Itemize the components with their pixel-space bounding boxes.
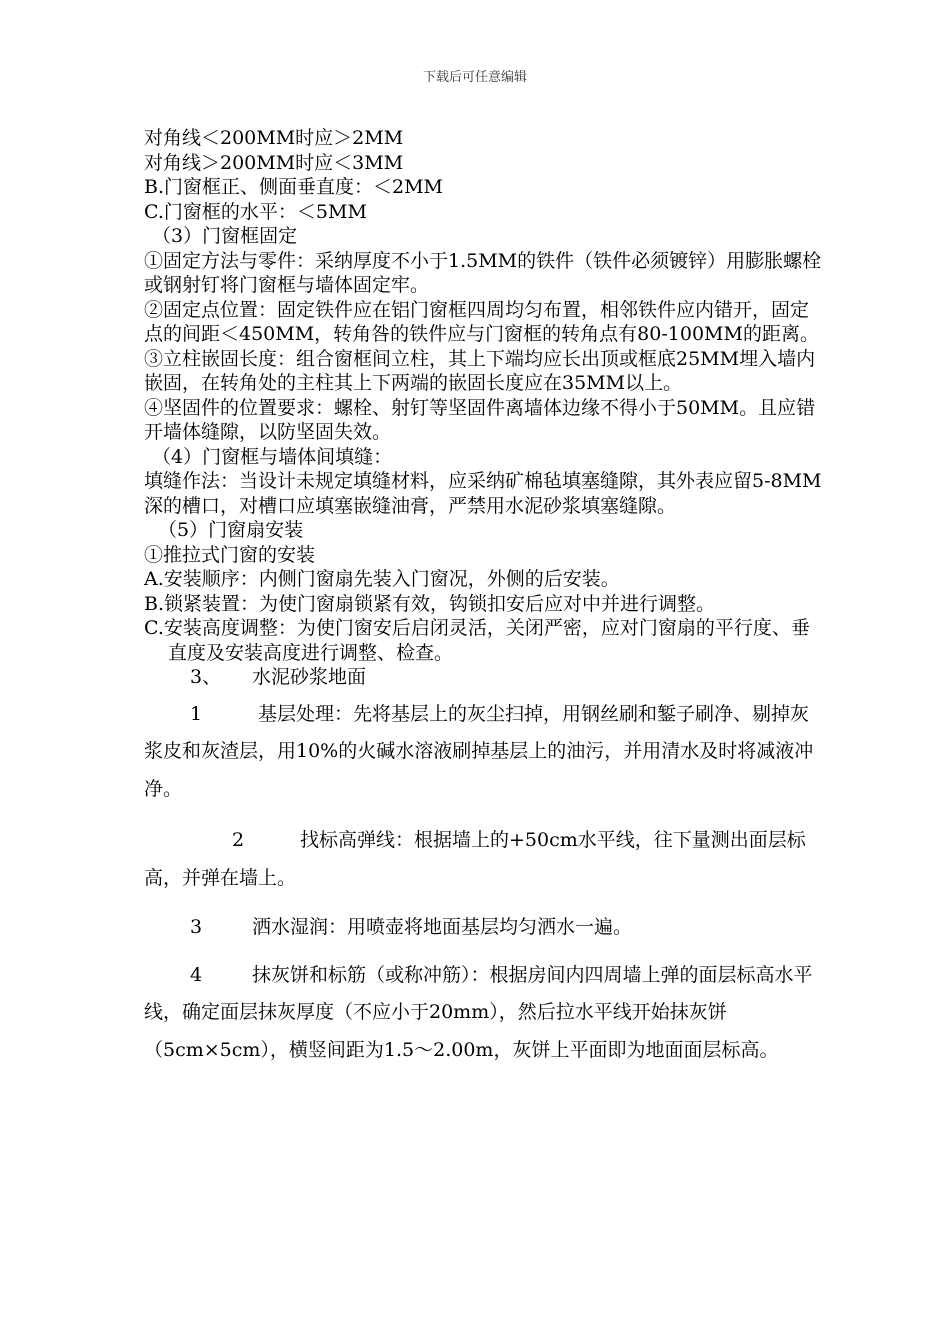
step-text: 基层处理：先将基层上的灰尘扫掉，用钢丝刷和錾子刷净、剔掉灰浆皮和灰渣层，用10%的火碱水溶液刷掉基层上的油污，并用清水及时将减液冲净。 xyxy=(144,702,814,800)
text-line: C.门窗框的水平：＜5MM xyxy=(144,200,367,223)
paragraph: ①固定方法与零件：采纳厚度不小于1.5MM的铁件（铁件必须镀锌）用膨胀螺栓或钢射钉将门窗框与墙体固定牢。 xyxy=(144,249,822,296)
text-line: A.安装顺序：内侧门窗扇先装入门窗况，外侧的后安装。 xyxy=(144,568,620,590)
page-header: 下载后可任意编辑 xyxy=(422,70,527,85)
step-text: 抹灰饼和标筋（或称冲筋）：根据房间内四周墙上弹的面层标高水平线，确定面层抹灰厚度（不应小于20mm），然后拉水平线开始抹灰饼（5cm×5cm），横竖间距为1.5～2.00m，灰饼上平面即为地面面层标高。 xyxy=(144,963,813,1061)
step-number: 2 xyxy=(232,829,245,851)
step-paragraph xyxy=(144,957,824,1070)
step-text: 洒水湿润：用喷壶将地面基层均匀洒水一遍。 xyxy=(252,916,633,938)
paragraph: 填缝作法：当设计未规定填缝材料，应采纳矿棉毡填塞缝隙，其外表应留5-8MM深的槽口，对槽口应填塞嵌缝油膏，严禁用水泥砂浆填塞缝隙。 xyxy=(144,470,822,517)
text-line: B.锁紧装置：为使门窗扇锁紧有效，钩锁扣安后应对中并进行调整。 xyxy=(144,592,716,615)
text-line: ①推拉式门窗的安装 xyxy=(144,543,316,566)
step-number: 3 xyxy=(190,916,203,938)
section-heading xyxy=(144,665,824,690)
subheading: （4）门窗框与墙体间填缝： xyxy=(152,445,393,468)
text-line: B.门窗框正、侧面垂直度：＜2MM xyxy=(144,176,444,198)
text-line: 对角线＜200MM时应＞2MM xyxy=(144,127,404,149)
step-number: 1 xyxy=(190,702,203,725)
step-text: 找标高弹线：根据墙上的+50cm水平线，往下量测出面层标高，并弹在墙上。 xyxy=(144,829,806,889)
section-title: 水泥砂浆地面 xyxy=(252,666,367,688)
paragraph: C.安装高度调整：为使门窗安后启闭灵活，关闭严密，应对门窗扇的平行度、垂直度及安装高度进行调整、检查。 xyxy=(144,617,810,664)
paragraph: ③立柱嵌固长度：组合窗框间立柱，其上下端均应长出顶或框底25MM埋入墙内嵌固，在转角处的主柱其上下两端的嵌固长度应在35MM以上。 xyxy=(144,347,816,394)
document-body xyxy=(144,126,824,1069)
step-paragraph xyxy=(144,822,824,897)
paragraph: ④坚固件的位置要求：螺栓、射钉等坚固件离墙体边缘不得小于50MM。且应错开墙体缝隙，以防坚固失效。 xyxy=(144,396,816,443)
step-paragraph xyxy=(144,909,824,947)
subheading: （5）门窗扇安装 xyxy=(158,519,304,541)
step-paragraph xyxy=(144,696,824,809)
step-number: 4 xyxy=(190,963,203,986)
section-number: 3、 xyxy=(190,666,222,688)
text-line: 对角线＞200MM时应＜3MM xyxy=(144,151,404,174)
paragraph: ②固定点位置：固定铁件应在铝门窗框四周均匀布置，相邻铁件应内错开，固定点的间距＜450MM，转角咎的铁件应与门窗框的转角点有80-100MM的距离。 xyxy=(144,298,819,345)
subheading: （3）门窗框固定 xyxy=(152,225,298,247)
